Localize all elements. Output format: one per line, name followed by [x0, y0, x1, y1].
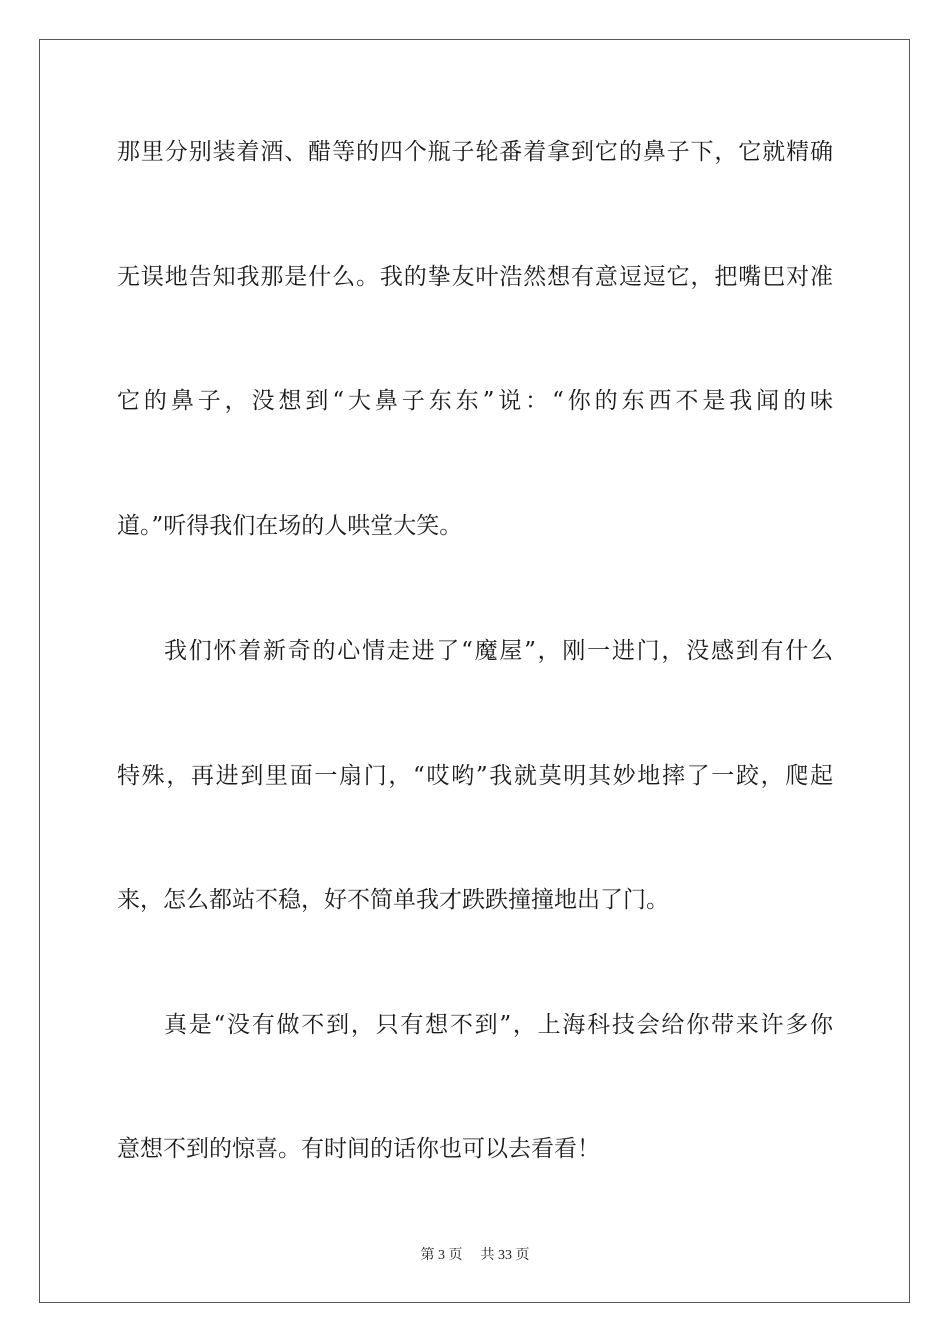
- text-line: 道。”听得我们在场的人哄堂大笑。: [117, 513, 463, 539]
- page-border: [39, 39, 910, 1303]
- text-line: 意想不到的惊喜。有时间的话你也可以去看看！: [117, 1136, 600, 1162]
- paragraph-first-line: 真是“没有做不到，只有想不到”，上海科技会给你带来许多你: [164, 1012, 833, 1038]
- text-line: 无误地告知我那是什么。我的挚友叶浩然想有意逗逗它，把嘴巴对准: [117, 264, 833, 290]
- text-line: 来，怎么都站不稳，好不简单我才跌跌撞撞地出了门。: [117, 887, 669, 913]
- text-line: 它的鼻子，没想到“大鼻子东东”说：“你的东西不是我闻的味: [117, 388, 833, 414]
- text-line: 那里分别装着酒、醋等的四个瓶子轮番着拿到它的鼻子下，它就精确: [117, 139, 833, 165]
- page-total: 共 33 页: [480, 1248, 530, 1263]
- paragraph-first-line: 我们怀着新奇的心情走进了“魔屋”，刚一进门，没感到有什么: [164, 638, 833, 664]
- page-number: 第 3 页: [420, 1248, 463, 1263]
- text-line: 特殊，再进到里面一扇门，“哎哟”我就莫明其妙地摔了一跤，爬起: [117, 763, 833, 789]
- page-footer: [0, 1247, 950, 1265]
